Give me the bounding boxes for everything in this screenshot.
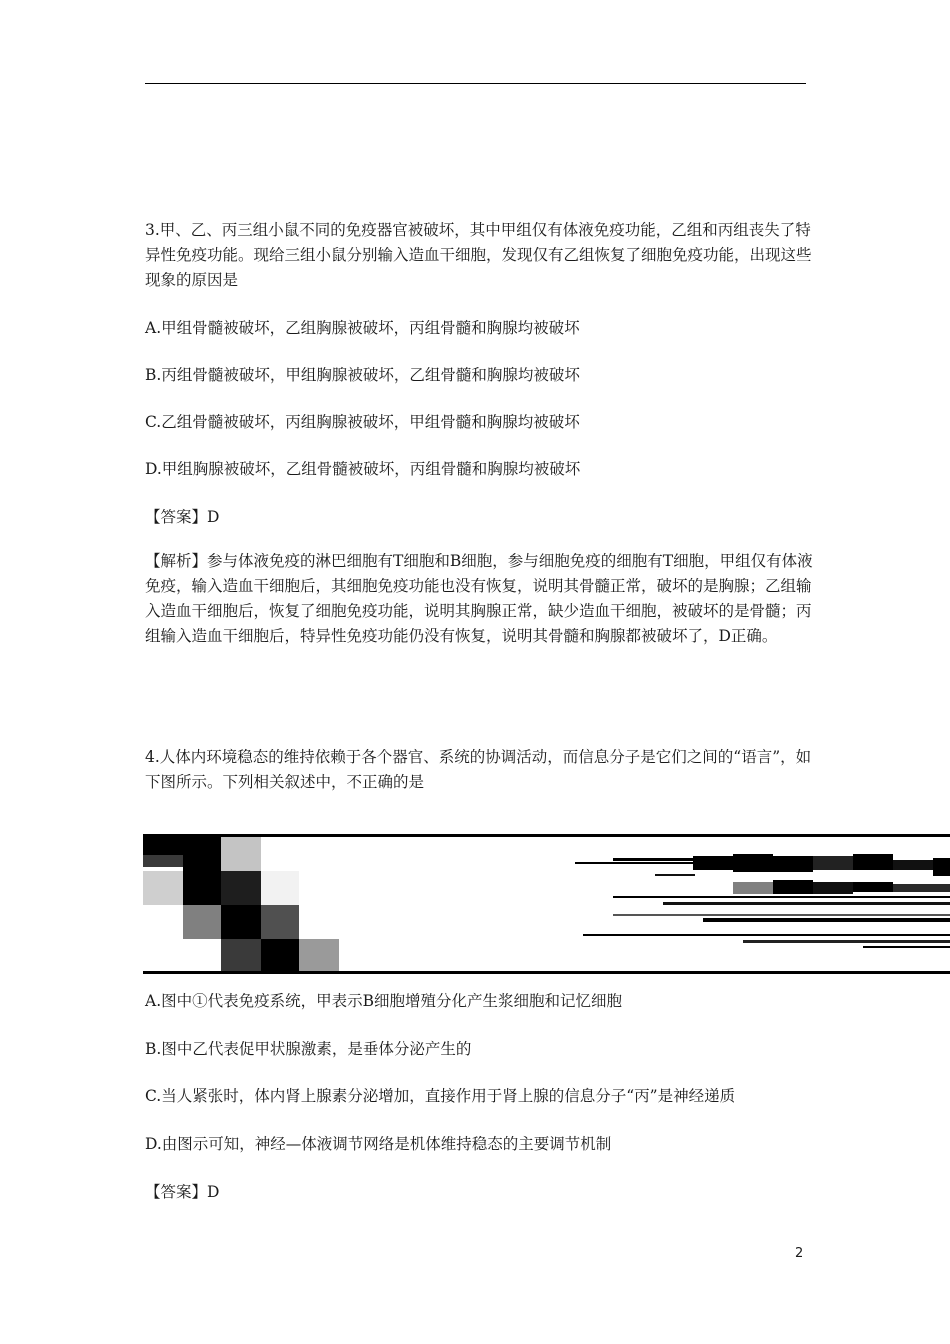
question-4-option-c: C.当人紧张时，体内肾上腺素分泌增加，直接作用于肾上腺的信息分子“丙”是神经递质: [145, 1087, 736, 1105]
question-3-stem: 3.甲、乙、丙三组小鼠不同的免疫器官被破坏，其中甲组仅有体液免疫功能，乙组和丙组丧失了特异性免疫功能。现给三组小鼠分别输入造血干细胞，发现仅有乙组恢复了细胞免疫功能，出现这些现象的原因是: [145, 221, 812, 289]
question-3-analysis: 【解析】参与体液免疫的淋巴细胞有T细胞和B细胞，参与细胞免疫的细胞有T细胞，甲组仅有体液免疫，输入造血干细胞后，其细胞免疫功能也没有恢复，说明其骨髓正常，破坏的是胸腺；乙组输入造血干细胞后，恢复了细胞免疫功能，说明其胸腺正常，缺少造血干细胞，被破坏的是骨髓；丙组输入造血干细胞后，特异性免疫功能仍没有恢复，说明其骨髓和胸腺都被破坏了，D正确。: [145, 552, 813, 645]
question-3-answer: 【答案】D: [145, 508, 220, 526]
question-4-option-b: B.图中乙代表促甲状腺激素，是垂体分泌产生的: [145, 1040, 472, 1058]
question-3-option-d: D.甲组胸腺被破坏，乙组骨髓被破坏，丙组骨髓和胸腺均被破坏: [145, 460, 581, 478]
question-4-option-a: A.图中①代表免疫系统，甲表示B细胞增殖分化产生浆细胞和记忆细胞: [145, 992, 623, 1010]
question-4-answer: 【答案】D: [145, 1183, 220, 1201]
question-3-option-b: B.丙组骨髓被破坏，甲组胸腺被破坏，乙组骨髓和胸腺均被破坏: [145, 366, 580, 384]
question-3-option-c: C.乙组骨髓被破坏，丙组胸腺被破坏，甲组骨髓和胸腺均被破坏: [145, 413, 580, 431]
question-4-figure-image: [143, 834, 950, 974]
page-number: 2: [795, 1246, 804, 1261]
header-rule: [145, 83, 806, 84]
question-3-option-a: A.甲组骨髓被破坏，乙组胸腺被破坏，丙组骨髓和胸腺均被破坏: [145, 319, 580, 337]
question-4-stem: 4.人体内环境稳态的维持依赖于各个器官、系统的协调活动，而信息分子是它们之间的“语言”，如下图所示。下列相关叙述中，不正确的是: [145, 748, 812, 791]
question-4-option-d: D.由图示可知，神经—体液调节网络是机体维持稳态的主要调节机制: [145, 1135, 612, 1153]
